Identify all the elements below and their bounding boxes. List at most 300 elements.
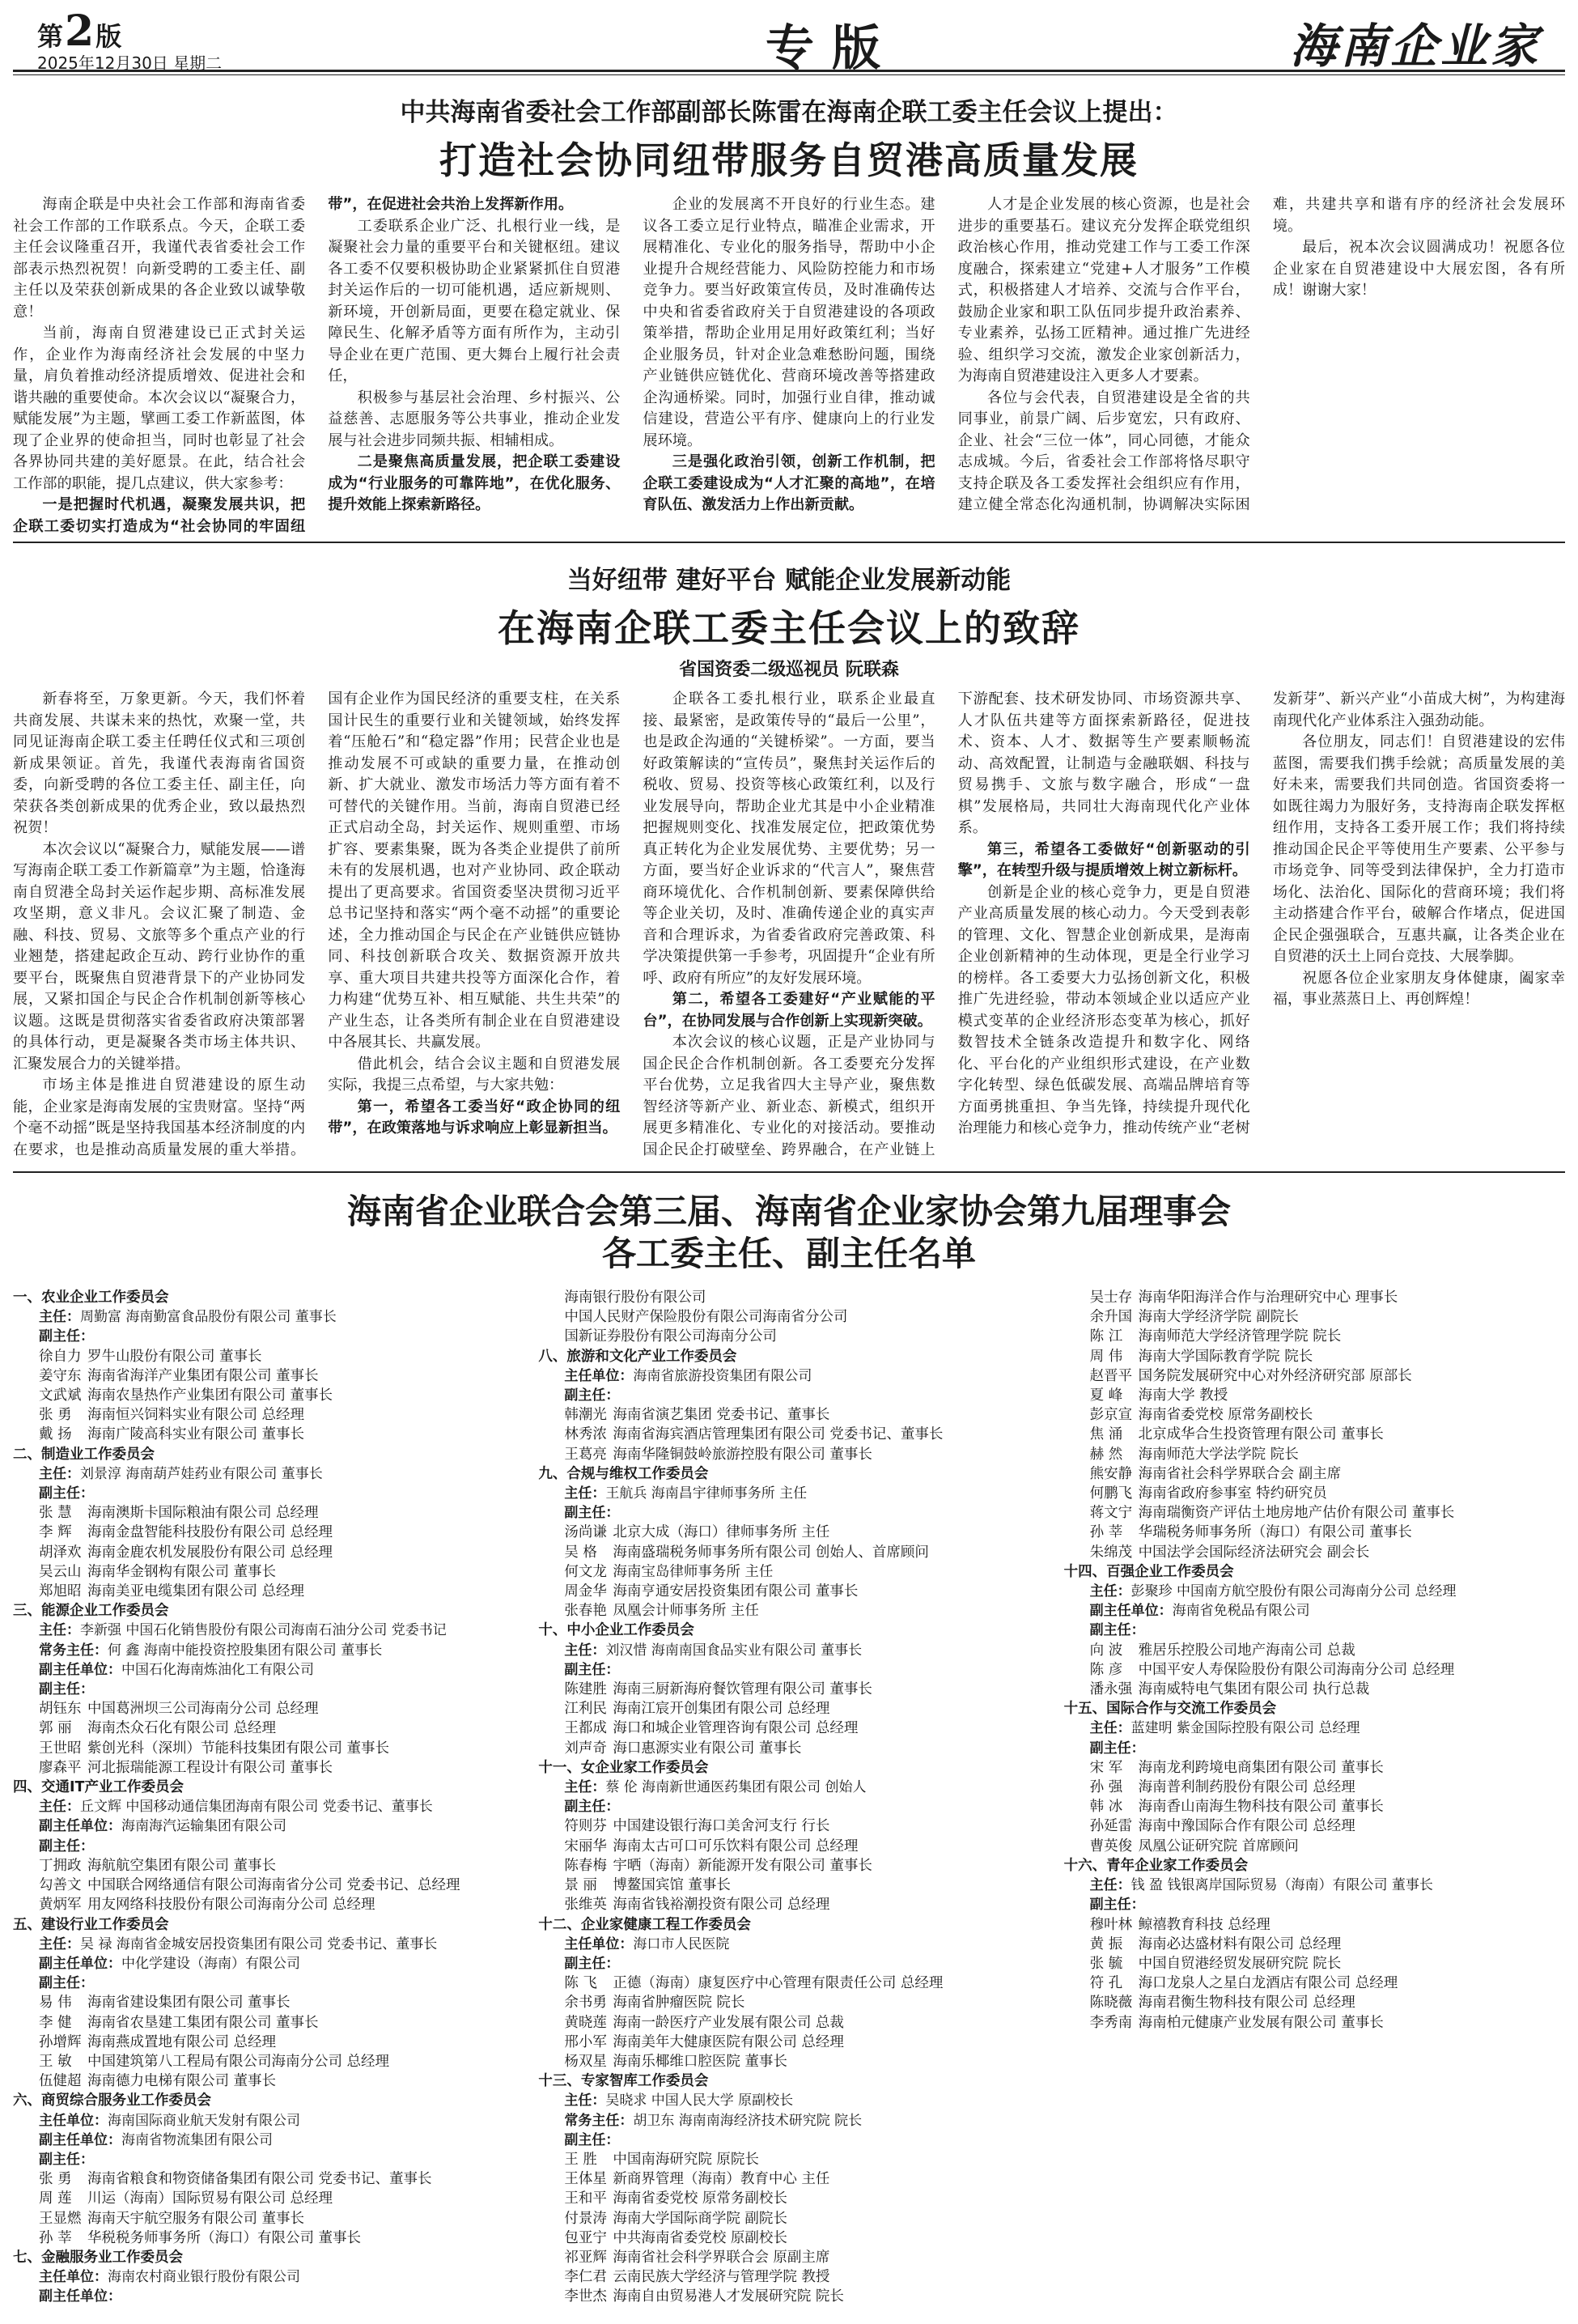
role-value: 丘文辉 中国移动通信集团海南有限公司 党委书记、董事长 — [80, 1799, 433, 1816]
member-row — [1090, 1523, 1565, 1542]
member-name: 景 丽 — [564, 1877, 597, 1894]
member-name: 夏 峰 — [1089, 1387, 1123, 1404]
committee-block — [13, 1915, 514, 2092]
member-row — [1090, 1935, 1565, 1954]
committee-role — [39, 2287, 514, 2306]
member-row — [564, 2169, 1039, 2189]
role-value: 王航兵 海南昌宇律师事务所 主任 — [605, 1485, 808, 1502]
role-label: 主任单位： — [39, 2269, 108, 2286]
member-org: 海南澳斯卡国际粮油有限公司 总经理 — [87, 1505, 319, 1522]
member-row — [564, 2150, 1039, 2169]
committee-title: 七、金融服务业工作委员会 — [13, 2249, 183, 2266]
member-row — [1090, 1641, 1565, 1660]
committee-block — [1064, 1562, 1565, 1699]
member-row — [1090, 1993, 1565, 2012]
member-name: 陈 江 — [1089, 1328, 1123, 1345]
article-paragraph: 创新是企业的核心竞争力，更是自贸港产业高质量发展的核心动力。今天受到表彰的管理、文化、智慧企业创新成果，是海南企业创新精神的生动体现，更是全行业学习的榜样。各工委要大力弘扬创新文化，积极推广先进经验，带动本领域企业以适应产业模式变革的企业经济形态变革为核心，抓好数智技术全链条改造提升和数字化、网络化、平台化的产业组织形式建设，在产业数字化转型、绿色低碳发展、高端品牌培育等方面勇挑重担、争当先锋，持续提升现代化治理能力和核心竞争力，推动传统产业“老树发新芽”、新兴产业“小苗成大树”，为构建海南现代化产业体系注入强劲动能。 — [957, 690, 1565, 1137]
committee-role — [1090, 1621, 1565, 1640]
member-row — [564, 1719, 1039, 1738]
member-org: 海南龙利跨境电商集团有限公司 董事长 — [1138, 1759, 1384, 1776]
committee-role — [564, 1660, 1039, 1680]
committee-title: 十五、国际合作与交流工作委员会 — [1063, 1701, 1277, 1718]
member-org: 宇晒（海南）新能源开发有限公司 董事长 — [613, 1857, 872, 1874]
committee-role — [39, 1484, 514, 1503]
article-paragraph: 本次会议的核心议题，正是产业协同与国企民企合作机制创新。各工委要充分发挥平台优势，立足我省四大主导产业，聚焦数智经济等新产业、新业态、新模式，组织开展更多精准化、专业化的对接活动。要推动国企民企打破壁垒、跨界融合，在产业链上下游配套、技术研发协同、市场资源共享、人才队伍共建等方面探索新路径，促进技术、资本、人才、数据等生产要素顺畅流动、高效配置，让制造与金融联姻、科技与贸易携手、文旅与数字融合，形成“一盘棋”发展格局，共同壮大海南现代化产业体系。 — [643, 690, 1250, 1158]
member-org: 川运（海南）国际贸易有限公司 总经理 — [87, 2190, 333, 2207]
committee-role — [1090, 1719, 1565, 1738]
role-label: 副主任单位： — [39, 1955, 121, 1972]
member-org: 中国法学会国际经济法研究会 副会长 — [1138, 1544, 1370, 1561]
member-name: 陈春梅 — [564, 1857, 607, 1874]
member-org: 海南德力电梯有限公司 董事长 — [87, 2073, 277, 2090]
member-row — [564, 2287, 1039, 2306]
member-name: 付景涛 — [564, 2210, 607, 2227]
member-org: 海南三厨新海府餐饮管理有限公司 董事长 — [613, 1681, 872, 1698]
member-org: 中共海南省委党校 原副校长 — [613, 2229, 787, 2246]
committee-title: 十三、专家智库工作委员会 — [538, 2073, 709, 2090]
role-label: 副主任： — [564, 1505, 620, 1522]
divider — [13, 1171, 1565, 1173]
role-label: 副主任： — [39, 1681, 94, 1698]
member-name: 王 敏 — [39, 2053, 72, 2070]
member-org: 海南省委党校 原常务副校长 — [613, 2190, 787, 2207]
committee-block — [13, 1288, 514, 1445]
member-name: 林秀浓 — [564, 1426, 607, 1443]
member-row — [39, 1582, 514, 1601]
committee-role — [39, 1935, 514, 1954]
member-name: 王世昭 — [39, 1740, 82, 1757]
member-org: 海南省海洋产业集团有限公司 董事长 — [87, 1367, 319, 1384]
role-label: 主任： — [39, 1935, 80, 1952]
member-row — [564, 2033, 1039, 2052]
member-name: 胡泽欢 — [39, 1544, 82, 1561]
role-label: 副主任： — [564, 1799, 620, 1816]
article2-kicker: 当好纽带 建好平台 赋能企业发展新动能 — [566, 566, 1012, 595]
role-value: 彭聚珍 中国南方航空股份有限公司海南分公司 总经理 — [1130, 1583, 1457, 1600]
member-row — [564, 1739, 1039, 1758]
committee-title: 四、交通IT产业工作委员会 — [13, 1779, 184, 1796]
role-label: 副主任： — [39, 1838, 94, 1855]
committee-title: 十一、女企业家工作委员会 — [538, 1759, 709, 1776]
committee-title: 六、商贸综合服务业工作委员会 — [13, 2092, 211, 2109]
edition-label — [37, 6, 123, 56]
article-paragraph: 海南企联是中央社会工作部和海南省委社会工作部的工作联系点。今天，企联工委主任会议隆重召开，我谨代表省委社会工作部表示热烈祝贺！向新受聘的工委主任、副主任以及荣获创新成果的各企业致以诚挚敬意！ — [13, 196, 306, 321]
member-row — [564, 1680, 1039, 1699]
member-name: 胡钰东 — [39, 1701, 82, 1718]
role-label: 副主任： — [1089, 1897, 1145, 1914]
committee-role — [1090, 1876, 1565, 1895]
role-label: 副主任单位： — [39, 2131, 121, 2148]
member-name: 姜守东 — [39, 1367, 82, 1384]
member-name: 王体星 — [564, 2171, 607, 2188]
role-label: 主任： — [564, 1485, 606, 1502]
member-row — [39, 1719, 514, 1738]
article-paragraph: 最后，祝本次会议圆满成功！祝愿各位企业家在自贸港建设中大展宏图，各有所成！谢谢大家！ — [1272, 239, 1565, 299]
member-name: 彭京宣 — [1089, 1407, 1133, 1424]
list-headline-line1: 海南省企业联合会第三届、海南省企业家协会第九届理事会 — [346, 1192, 1231, 1231]
role-label: 常务主任： — [39, 1642, 108, 1659]
member-name: 陈 飞 — [564, 1975, 597, 1992]
member-row — [39, 1543, 514, 1562]
member-row — [564, 1405, 1039, 1425]
committee-role — [39, 1973, 514, 1993]
edition-suffix: 版 — [95, 21, 124, 52]
article-lead-paragraph: 第二，希望各工委建好“产业赋能的平台”，在协同发展与合作创新上实现新突破。 — [643, 991, 935, 1030]
article2-headline: 在海南企联工委主任会议上的致辞 — [498, 606, 1080, 650]
member-name: 江利民 — [564, 1701, 607, 1718]
member-org: 用友网络科技股份有限公司海南分公司 总经理 — [87, 1897, 375, 1914]
committee-block — [538, 1758, 1039, 1915]
committee-role — [564, 2091, 1039, 2110]
member-row — [564, 1876, 1039, 1895]
member-org: 国新证券股份有限公司海南分公司 — [564, 1328, 777, 1345]
member-org: 海南省演艺集团 党委书记、董事长 — [613, 1407, 830, 1424]
role-label: 副主任： — [564, 1387, 620, 1404]
role-value: 海南省免税品有限公司 — [1172, 1603, 1310, 1620]
committee-block — [538, 1621, 1039, 1757]
member-org: 海南省肿瘤医院 院长 — [613, 1995, 745, 2012]
member-org: 海航航空集团有限公司 董事长 — [87, 1857, 277, 1874]
member-name: 刘声奇 — [564, 1740, 607, 1757]
member-name: 包亚宁 — [564, 2229, 607, 2246]
committee-role — [564, 1484, 1039, 1503]
member-row — [39, 1562, 514, 1582]
article-ruanliansen — [13, 551, 1565, 1166]
member-org: 海南宝岛律师事务所 主任 — [613, 1563, 774, 1580]
committee-block — [13, 1778, 514, 1914]
member-name: 伍健超 — [39, 2073, 82, 2090]
member-row — [39, 2209, 514, 2228]
member-row — [39, 2033, 514, 2052]
member-row — [1090, 1837, 1565, 1856]
committee-role — [564, 1954, 1039, 1973]
committee-role — [39, 1621, 514, 1640]
issue-date: 2025年12月30日 星期二 — [37, 53, 223, 73]
member-org: 海南恒兴饲料实业有限公司 总经理 — [87, 1407, 305, 1424]
member-org: 北京大成（海口）律师事务所 主任 — [613, 1524, 830, 1541]
member-name: 张 慧 — [39, 1505, 72, 1522]
member-row — [39, 1405, 514, 1425]
role-label: 副主任： — [39, 1485, 94, 1502]
role-label: 主任单位： — [564, 1367, 634, 1384]
role-label: 副主任单位： — [39, 1818, 121, 1835]
member-name: 张维英 — [564, 1897, 607, 1914]
member-org: 海口和城企业管理咨询有限公司 总经理 — [613, 1720, 859, 1737]
member-name: 易 伟 — [39, 1995, 72, 2012]
member-name: 黄 振 — [1089, 1935, 1123, 1952]
member-name: 陈建胜 — [564, 1681, 607, 1698]
committee-role — [564, 1797, 1039, 1816]
role-label: 主任单位： — [39, 2112, 108, 2129]
member-org: 海南省建设集团有限公司 董事长 — [87, 1995, 291, 2012]
member-row — [1090, 1386, 1565, 1405]
member-org: 海南省委党校 原常务副校长 — [1138, 1407, 1313, 1424]
role-label: 主任单位： — [564, 1935, 634, 1952]
member-org: 中国人民财产保险股份有限公司海南省分公司 — [564, 1309, 848, 1326]
committee-role — [1090, 1582, 1565, 1601]
member-row — [1090, 1366, 1565, 1386]
member-org: 海南香山南海生物科技有限公司 董事长 — [1138, 1799, 1384, 1816]
member-row — [564, 1307, 1039, 1327]
role-label: 主任： — [1089, 1583, 1131, 1600]
member-org: 正德（海南）康复医疗中心管理有限责任公司 总经理 — [613, 1975, 944, 1992]
member-org: 海南亨通安居投资集团有限公司 董事长 — [613, 1583, 859, 1600]
member-row — [1090, 1797, 1565, 1816]
member-row — [39, 1386, 514, 1405]
role-label: 副主任单位： — [39, 2288, 121, 2305]
member-org: 海南省粮食和物资储备集团有限公司 党委书记、董事长 — [87, 2171, 432, 2188]
member-row — [564, 1993, 1039, 2012]
committee-block — [1064, 1856, 1565, 2033]
edition-number: 2 — [65, 6, 96, 56]
article-paragraph: 积极参与基层社会治理、乡村振兴、公益慈善、志愿服务等公共事业，推动企业发展与社会进步同频共振、相辅相成。 — [328, 389, 621, 449]
committee-block — [538, 1915, 1039, 2072]
committee-role — [564, 1778, 1039, 1797]
member-row — [564, 2267, 1039, 2287]
member-row — [39, 1758, 514, 1778]
member-name: 宋 军 — [1089, 1759, 1123, 1776]
member-org: 海南柏元健康产业发展有限公司 董事长 — [1138, 2014, 1384, 2031]
member-name: 符 孔 — [1089, 1975, 1123, 1992]
role-label: 主任： — [39, 1465, 80, 1482]
member-row — [564, 2052, 1039, 2071]
member-name: 赵晋平 — [1089, 1367, 1133, 1384]
member-org: 海南乐椰维口腔医院 董事长 — [613, 2053, 787, 2070]
member-org: 海南大学国际商学院 副院长 — [613, 2210, 787, 2227]
member-row — [564, 2209, 1039, 2228]
member-name: 李 辉 — [39, 1524, 72, 1541]
member-name: 勾善文 — [39, 1877, 82, 1894]
role-label: 副主任单位： — [39, 1661, 121, 1678]
member-org: 海南杰众石化有限公司 总经理 — [87, 1720, 277, 1737]
member-name: 张 勇 — [39, 1407, 72, 1424]
member-org: 海南华金钢构有限公司 董事长 — [87, 1563, 277, 1580]
role-label: 副主任： — [1089, 1740, 1145, 1757]
committee-role — [39, 1660, 514, 1680]
article-paragraph: 企业的发展离不开良好的行业生态。建议各工委立足行业特点，瞄准企业需求，开展精准化、专业化的服务指导，帮助中小企业提升合规经营能力、风险防控能力和市场竞争力。要当好政策宣传员，及时准确传达中央和省委省政府关于自贸港建设的各项政策举措，帮助企业用足用好政策红利；当好企业服务员，针对企业急难愁盼问题，围绕产业链供应链优化、营商环境改善等搭建政企沟通桥梁。同时，加强行业自律，推动诚信建设，营造公平有序、健康向上的行业发展环境。 — [643, 196, 935, 449]
member-name: 周 莲 — [39, 2190, 72, 2207]
member-name: 宋丽华 — [564, 1838, 607, 1855]
member-row — [1090, 1307, 1565, 1327]
member-org: 海南省政府参事室 特约研究员 — [1138, 1485, 1327, 1502]
article2-body — [13, 689, 1565, 1166]
member-name: 汤尚谦 — [564, 1524, 607, 1541]
role-value: 钱 盈 钱银离岸国际贸易（海南）有限公司 董事长 — [1130, 1877, 1433, 1894]
role-label: 副主任： — [564, 1955, 620, 1972]
role-value: 刘汉惜 海南南国食品实业有限公司 董事长 — [605, 1642, 863, 1659]
member-org: 海南天宇航空服务有限公司 董事长 — [87, 2210, 305, 2227]
member-org: 海南大学 教授 — [1138, 1387, 1228, 1404]
committee-title: 十、中小企业工作委员会 — [538, 1622, 694, 1639]
member-name: 文武斌 — [39, 1387, 82, 1404]
member-name: 韩 冰 — [1089, 1799, 1123, 1816]
role-value: 蔡 伦 海南新世通医药集团有限公司 创始人 — [605, 1779, 867, 1796]
role-label: 副主任单位： — [1089, 1603, 1173, 1620]
member-name: 王 胜 — [564, 2151, 597, 2168]
member-org: 海南江宸开创集团有限公司 总经理 — [613, 1701, 830, 1718]
member-org: 海南华阳海洋合作与治理研究中心 理事长 — [1138, 1289, 1398, 1306]
member-org: 河北振瑞能源工程设计有限公司 董事长 — [87, 1759, 333, 1776]
member-name: 吴 格 — [564, 1544, 597, 1561]
role-value: 海南省旅游投资集团有限公司 — [633, 1367, 812, 1384]
member-row — [39, 2189, 514, 2208]
member-row — [564, 2189, 1039, 2208]
committee-lists — [13, 1288, 1565, 2324]
member-org: 海南一龄医疗产业发展有限公司 总裁 — [613, 2014, 844, 2031]
member-org: 海南太古可口可乐饮料有限公司 总经理 — [613, 1838, 859, 1855]
member-org: 海南师范大学法学院 院长 — [1138, 1446, 1299, 1463]
member-row — [564, 1895, 1039, 1914]
committee-title: 九、合规与维权工作委员会 — [538, 1465, 709, 1482]
section-title: 专版 — [766, 20, 898, 77]
committee-role — [39, 1641, 514, 1660]
role-value: 蓝建明 紫金国际控股有限公司 总经理 — [1130, 1720, 1360, 1737]
member-org: 海口惠源实业有限公司 董事长 — [613, 1740, 802, 1757]
committee-role — [39, 1816, 514, 1836]
committee-title: 十二、企业家健康工程工作委员会 — [538, 1916, 751, 1933]
article-chenlei — [13, 83, 1565, 537]
member-name: 曹英俊 — [1089, 1838, 1133, 1855]
committee-block — [1064, 1699, 1565, 1856]
member-row — [39, 2071, 514, 2091]
member-row — [564, 1562, 1039, 1582]
member-name: 王显燃 — [39, 2210, 82, 2227]
member-org: 海南普利制药股份有限公司 总经理 — [1138, 1779, 1355, 1796]
member-row — [564, 1327, 1039, 1346]
committee-role — [564, 1935, 1039, 1954]
member-org: 海南银行股份有限公司 — [564, 1289, 706, 1306]
member-org: 中国葛洲坝三公司海南分公司 总经理 — [87, 1701, 319, 1718]
member-row — [1090, 1464, 1565, 1484]
member-name: 李秀南 — [1089, 2014, 1133, 2031]
role-value: 胡卫东 海南南海经济技术研究院 院长 — [633, 2112, 863, 2129]
committee-role — [1090, 1601, 1565, 1621]
committee-title: 二、制造业工作委员会 — [13, 1446, 155, 1463]
committee-block — [13, 1445, 514, 1602]
member-row — [1090, 1915, 1565, 1935]
committee-role — [564, 2111, 1039, 2131]
member-org: 凤凰会计师事务所 主任 — [613, 1603, 759, 1620]
edition-prefix: 第 — [37, 21, 66, 52]
committee-role — [39, 1680, 514, 1699]
committee-role — [39, 1307, 514, 1327]
article-lead-paragraph: 三是强化政治引领，创新工作机制，把企联工委建设成为“人才汇聚的高地”，在培育队伍、激发活力上作出新贡献。 — [643, 453, 935, 513]
role-value: 吴晓求 中国人民大学 原副校长 — [605, 2092, 794, 2109]
member-org: 海南金鹿农机发展股份有限公司 总经理 — [87, 1544, 333, 1561]
article-paragraph: 本次会议以“凝聚合力，赋能发展——谱写海南企联工委工作新篇章”为主题，恰逢海南自贸港全岛封关运作起步期、高标准发展攻坚期，意义非凡。会议汇聚了制造、金融、科技、贸易、文旅等多个重点产业的行业翘楚，搭建起政企互动、跨行业协作的重要平台，既聚焦自贸港背景下的产业协同发展，又紧扣国企与民企合作机制创新等核心议题。这既是贯彻落实省委省政府决策部署的具体行动，更是凝聚各类市场主体共识、汇聚发展合力的关键举措。 — [13, 840, 306, 1073]
member-org: 海南威特电气集团有限公司 执行总裁 — [1138, 1681, 1370, 1698]
member-name: 张春艳 — [564, 1603, 607, 1620]
article-paragraph: 市场主体是推进自贸港建设的原生动能，企业家是海南发展的宝贵财富。坚持“两个毫不动摇”既是坚持我国基本经济制度的内在要求，也是推动高质量发展的重大举措。国有企业作为国民经济的重要支柱，在关系国计民生的重要行业和关键领域，始终发挥着“压舱石”和“稳定器”作用；民营企业也是推动发展不可或缺的重要力量，在推动创新、扩大就业、激发市场活力等方面有着不可替代的关键作用。当前，海南自贸港已经正式启动全岛，封关运作、规则重塑、市场扩容、要素集聚，既为各类企业提供了前所未有的发展机遇，也对产业协同、政企联动提出了更高要求。省国资委坚决贯彻习近平总书记坚持和落实“两个毫不动摇”的重要论述，全力推动国企与民企在产业链供应链协同、科技创新联合攻关、数据资源开放共享、重大项目共建共投等方面深化合作，着力构建“优势互补、相互赋能、共生共荣”的产业生态，让各类所有制企业在自贸港建设中各展其长、共赢发展。 — [13, 690, 621, 1158]
member-name: 吴云山 — [39, 1563, 82, 1580]
member-org: 海南君衡生物科技有限公司 总经理 — [1138, 1995, 1355, 2012]
member-row — [564, 1816, 1039, 1836]
member-org: 云南民族大学经济与管理学院 教授 — [613, 2269, 830, 2286]
committee-title: 五、建设行业工作委员会 — [13, 1916, 169, 1933]
committee-title: 十六、青年企业家工作委员会 — [1063, 1857, 1249, 1874]
member-name: 何鹏飞 — [1089, 1485, 1133, 1502]
member-row — [39, 2052, 514, 2071]
member-name: 李 健 — [39, 2014, 72, 2031]
member-org: 海南省社会科学界联合会 原副主席 — [613, 2249, 830, 2266]
member-name: 孙延雷 — [1089, 1818, 1133, 1835]
member-row — [564, 1582, 1039, 1601]
member-org: 罗牛山股份有限公司 董事长 — [87, 1348, 262, 1365]
divider — [13, 542, 1565, 543]
member-row — [1090, 1954, 1565, 1973]
member-name: 符则芬 — [564, 1818, 607, 1835]
committee-role — [564, 1366, 1039, 1386]
member-org: 中国平安人寿保险股份有限公司海南分公司 总经理 — [1138, 1661, 1455, 1678]
committee-role — [564, 2131, 1039, 2150]
member-name: 向 波 — [1089, 1642, 1123, 1659]
member-org: 海南农垦热作产业集团有限公司 董事长 — [87, 1387, 333, 1404]
article1-kicker: 中共海南省委社会工作部副部长陈雷在海南企联工委主任会议上提出： — [400, 98, 1178, 127]
member-org: 中国建筑第八工程局有限公司海南分公司 总经理 — [87, 2053, 390, 2070]
paper-logo: 海南企业家 — [1289, 19, 1541, 74]
member-name: 何文龙 — [564, 1563, 607, 1580]
member-row — [39, 1425, 514, 1444]
role-value: 刘景淳 海南葫芦娃药业有限公司 董事长 — [80, 1465, 323, 1482]
member-org: 中国自贸港经贸发展研究院 院长 — [1138, 1955, 1342, 1972]
member-row — [564, 2013, 1039, 2033]
member-org: 海南金盘智能科技股份有限公司 总经理 — [87, 1524, 333, 1541]
committee-title: 十四、百强企业工作委员会 — [1063, 1563, 1234, 1580]
member-row — [564, 2228, 1039, 2248]
committee-role — [1090, 1895, 1565, 1914]
member-org: 海南省社会科学界联合会 副主席 — [1138, 1465, 1342, 1482]
committee-role — [39, 1464, 514, 1484]
member-name: 穆叶林 — [1089, 1916, 1133, 1933]
role-value: 海口市人民医院 — [633, 1935, 730, 1952]
member-name: 杨双星 — [564, 2053, 607, 2070]
member-row — [1090, 1680, 1565, 1699]
committee-role — [39, 2111, 514, 2131]
member-org: 海南广陵高科实业有限公司 董事长 — [87, 1426, 305, 1443]
role-value: 李新强 中国石化销售股份有限公司海南石油分公司 党委书记 — [80, 1622, 447, 1639]
role-label: 副主任： — [39, 1975, 94, 1992]
role-value: 中国石化海南炼油化工有限公司 — [121, 1661, 314, 1678]
member-row — [1090, 1778, 1565, 1797]
member-row — [1090, 1660, 1565, 1680]
role-value: 海南农村商业银行股份有限公司 — [108, 2269, 300, 2286]
member-org: 中国南海研究院 原院长 — [613, 2151, 759, 2168]
article1-headline: 打造社会协同纽带服务自贸港高质量发展 — [439, 138, 1139, 182]
member-name: 张 勇 — [39, 2171, 72, 2188]
role-label: 主任： — [39, 1309, 80, 1326]
role-label: 主任： — [564, 1642, 606, 1659]
member-org: 紫创光科（深圳）节能科技集团有限公司 董事长 — [87, 1740, 390, 1757]
role-label: 副主任： — [1089, 1622, 1145, 1639]
member-name: 祁亚辉 — [564, 2249, 607, 2266]
committee-role — [39, 1797, 514, 1816]
role-label: 副主任： — [564, 2131, 620, 2148]
committee-role — [564, 1503, 1039, 1523]
member-org: 新商界管理（海南）教育中心 主任 — [613, 2171, 830, 2188]
member-org: 华瑞税务师事务所（海口）有限公司 董事长 — [1138, 1524, 1412, 1541]
member-row — [1090, 1758, 1565, 1778]
committee-role — [39, 2267, 514, 2287]
masthead — [13, 0, 1565, 77]
member-name: 熊安静 — [1089, 1465, 1133, 1482]
member-name: 周金华 — [564, 1583, 607, 1600]
member-row — [1090, 1327, 1565, 1346]
member-org: 海南师范大学经济管理学院 院长 — [1138, 1328, 1342, 1345]
member-org: 海南美年大健康医院有限公司 总经理 — [613, 2033, 844, 2050]
member-row — [39, 1876, 514, 1895]
member-org: 海南大学国际教育学院 院长 — [1138, 1348, 1313, 1365]
role-value: 何 鑫 海南中能投资控股集团有限公司 董事长 — [108, 1642, 383, 1659]
